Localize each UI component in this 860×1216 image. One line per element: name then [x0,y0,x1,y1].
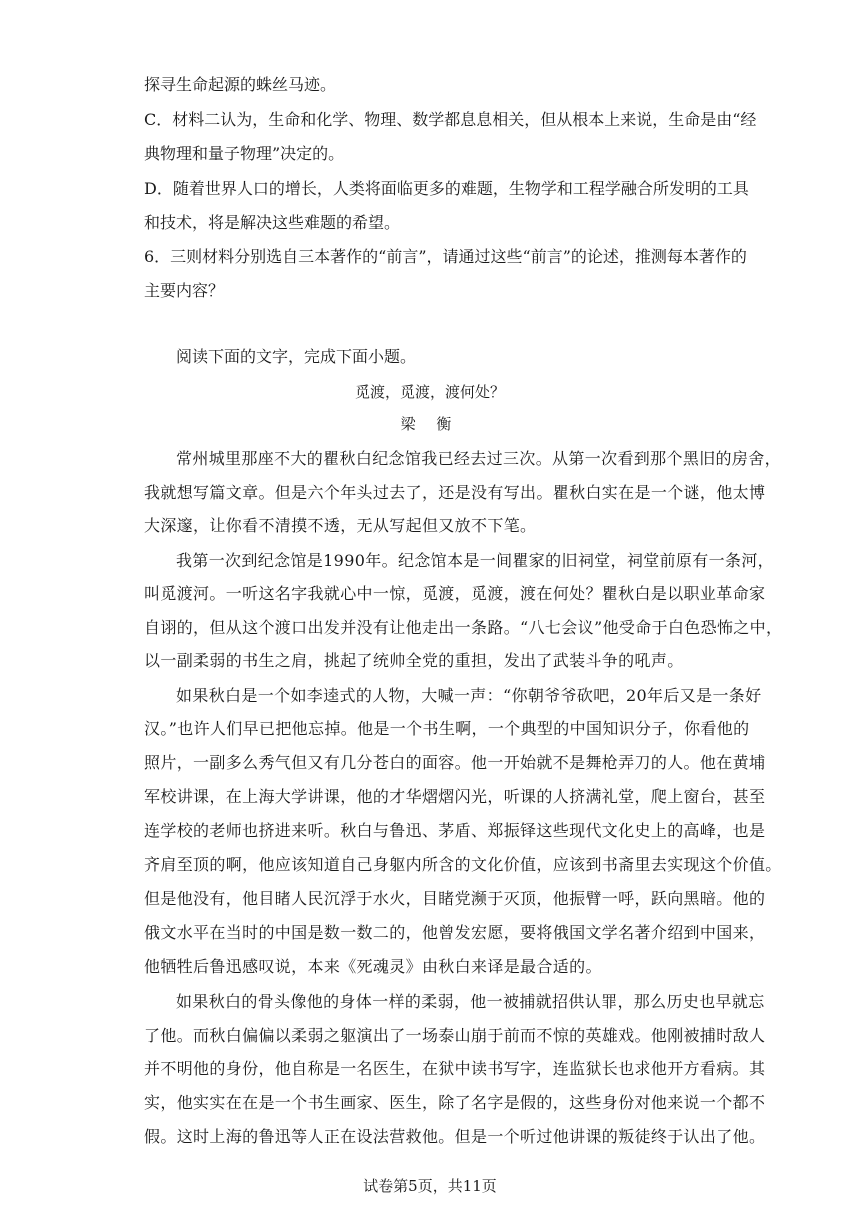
article-title: 觅渡，觅渡，渡何处？ [354,383,505,401]
paragraph-3-line-7: 但是他没有，他目睹人民沉浮于水火，目睹党濒于灭顶，他振臂一呼，跃向黑暗。他的 [144,889,766,908]
reading-instruction: 阅读下面的文字，完成下面小题。 [176,347,417,366]
paragraph-3-line-8: 俄文水平在当时的中国是数一数二的，他曾发宏愿，要将俄国文学名著介绍到中国来， [144,923,766,942]
paragraph-3-line-6: 齐肩至顶的啊，他应该知道自己身躯内所含的文化价值，应该到书斋里去实现这个价值。 [144,855,782,874]
paragraph-1-line-3: 大深邃，让你看不清摸不透，无从写起但又放不下笔。 [144,516,537,535]
question-6-line-1: 6．三则材料分别选自三本著作的“前言”，请通过这些“前言”的论述，推测每本著作的 [144,247,747,266]
paragraph-3-line-1: 如果秋白是一个如李逵式的人物，大喊一声：“你朝爷爷砍吧，20年后又是一条好 [176,686,762,705]
paragraph-3-line-9: 他牺牲后鲁迅感叹说，本来《死魂灵》由秋白来译是最合适的。 [144,957,602,976]
paragraph-4-line-5: 假。这时上海的鲁迅等人正在设法营救他。但是一个听过他讲课的叛徒终于认出了他。 [144,1127,766,1146]
paragraph-3-line-3: 照片，一副多么秀气但又有几分苍白的面容。他一开始就不是舞枪弄刀的人。他在黄埔 [144,753,766,772]
paragraph-2-line-1: 我第一次到纪念馆是1990年。纪念馆本是一间瞿家的旧祠堂，祠堂前原有一条河， [176,551,775,570]
option-c-line-2: 典物理和量子物理”决定的。 [144,144,345,163]
option-b-continuation: 探寻生命起源的蛛丝马迹。 [144,75,337,94]
paragraph-1-line-1: 常州城里那座不大的瞿秋白纪念馆我已经去过三次。从第一次看到那个黑旧的房舍， [176,449,781,468]
article-author: 梁 衡 [400,415,460,433]
paragraph-2-line-4: 以一副柔弱的书生之肩，挑起了统帅全党的重担，发出了武装斗争的吼声。 [144,651,684,670]
paragraph-4-line-1: 如果秋白的骨头像他的身体一样的柔弱，他一被捕就招供认罪，那么历史也早就忘 [176,992,765,1011]
paragraph-3-line-2: 汉。”也许人们早已把他忘掉。他是一个书生啊，一个典型的中国知识分子，你看他的 [144,719,750,738]
paragraph-3-line-4: 军校讲课，在上海大学讲课，他的才华熠熠闪光，听课的人挤满礼堂，爬上窗台，甚至 [144,787,766,806]
paragraph-2-line-3: 自诩的，但从这个渡口出发并没有让他走出一条路。“八七会议”他受命于白色恐怖之中， [144,618,783,637]
paragraph-4-line-3: 并不明他的身份，他自称是一名医生，在狱中读书写字，连监狱长也求他开方看病。其 [144,1059,766,1078]
paragraph-2-line-2: 叫觅渡河。一听这名字我就心中一惊，觅渡，觅渡，渡在何处？瞿秋白是以职业革命家 [144,584,766,603]
paragraph-3-line-5: 连学校的老师也挤进来听。秋白与鲁迅、茅盾、郑振铎这些现代文化史上的高峰，也是 [144,821,766,840]
page-footer: 试卷第5页，共11页 [363,1177,497,1195]
option-d-line-2: 和技术，将是解决这些难题的希望。 [144,213,401,232]
paragraph-1-line-2: 我就想写篇文章。但是六个年头过去了，还是没有写出。瞿秋白实在是一个谜，他太博 [144,483,766,502]
paragraph-4-line-2: 了他。而秋白偏偏以柔弱之躯演出了一场泰山崩于前而不惊的英雄戏。他刚被捕时敌人 [144,1026,766,1045]
option-c-line-1: C．材料二认为，生命和化学、物理、数学都息息相关，但从根本上来说，生命是由“经 [144,110,757,129]
option-d-line-1: D．随着世界人口的增长，人类将面临更多的难题，生物学和工程学融合所发明的工具 [144,179,749,198]
paragraph-4-line-4: 实，他实实在在是一个书生画家、医生，除了名字是假的，这些身份对他来说一个都不 [144,1093,766,1112]
question-6-line-2: 主要内容？ [144,281,225,300]
